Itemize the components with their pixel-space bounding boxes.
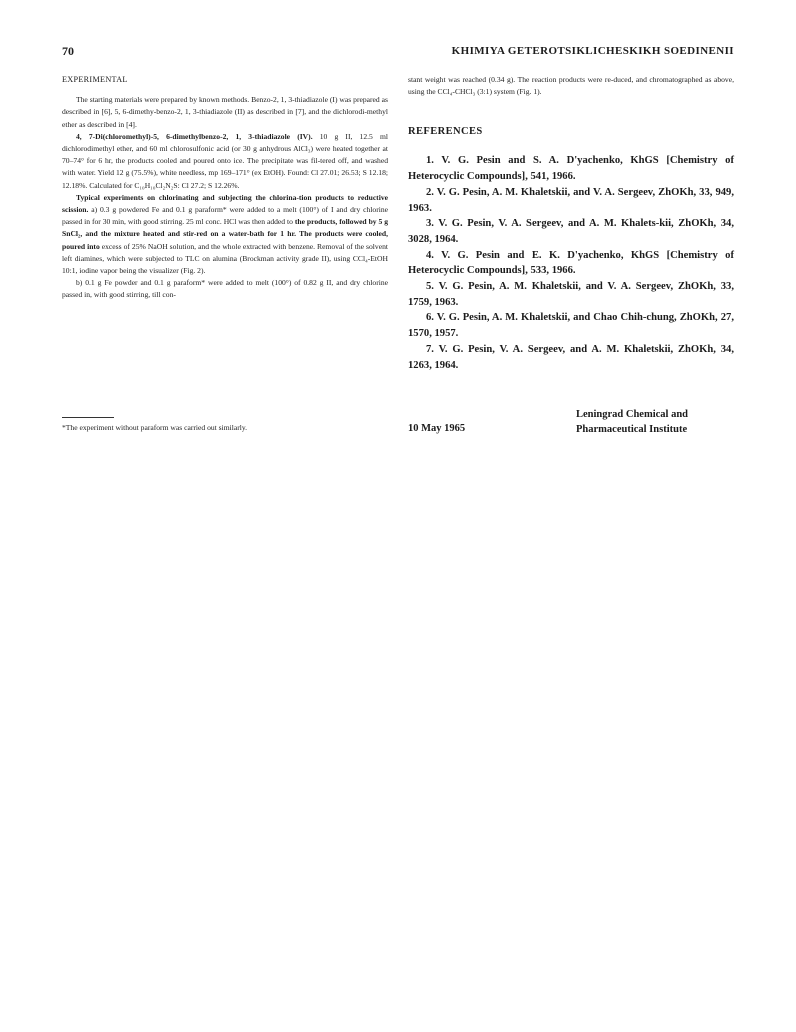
chlorination-title: Typical experiments on chlorinating and subjecting the chlorina-tion products to reductive scission. (62, 192, 388, 215)
chlorination-body-a: a) 0.3 g powdered Fe and 0.1 g paraform* were added to a melt (100°) of I and dry chlorine passed in for 30 min, with good stirring. 25 ml conc. HCl was then added to (62, 205, 388, 227)
reference-item: 2. V. G. Pesin, A. M. Khaletskii, and V. A. Sergeev, ZhOKh, 33, 949, 1963. (408, 186, 734, 214)
reference-item: 5. V. G. Pesin, A. M. Khaletskii, and V. A. Sergeev, ZhOKh, 33, 1759, 1963. (408, 281, 734, 308)
reference-item: 3. V. G. Pesin, V. A. Sergeev, and A. M. Khalets-kii, ZhOKh, 34, 3028, 1964. (408, 218, 734, 245)
footnote-divider (62, 417, 114, 418)
references-list (408, 153, 734, 373)
journal-title: KHIMIYA GETEROTSIKLICHESKIKH SOEDINENII (451, 45, 734, 57)
experimental-paragraph-b: b) 0.1 g Fe powder and 0.1 g paraform* were added to melt (100°) of 0.82 g II, and dry chlorine passed in, with good stirring, till con- (62, 278, 388, 300)
reference-item: 1. V. G. Pesin and S. A. D'yachenko, KhGS [Chemistry of Heterocyclic Compounds], 541, 1966. (408, 155, 734, 183)
right-column (408, 74, 734, 373)
reference-item: 4. V. G. Pesin and E. K. D'yachenko, KhGS [Chemistry of Heterocyclic Compounds], 533, 1966. (408, 249, 734, 277)
experimental-paragraph-chlorination (62, 192, 388, 277)
footnote: *The experiment without paraform was carried out similarly. (62, 423, 248, 432)
reference-item: 6. V. G. Pesin, A. M. Khaletskii, and Chao Chih-chung, ZhOKh, 27, 1570, 1957. (408, 312, 734, 340)
experimental-section (62, 74, 388, 302)
references-heading: REFERENCES (408, 126, 483, 138)
affiliation-line-2: Pharmaceutical Institute (576, 424, 688, 435)
reference-item: 7. V. G. Pesin, V. A. Sergeev, and A. M. Khaletskii, ZhOKh, 34, 1263, 1964. (408, 343, 734, 371)
page-number: 70 (62, 44, 74, 58)
experimental-continuation: stant weight was reached (0.34 g). The reaction products were re-duced, and chromatographed as above, using the CCl₄-CHCl₃ (3:1) system (Fig. 1). (408, 75, 734, 97)
affiliation (576, 407, 688, 437)
experimental-paragraph-materials: The starting materials were prepared by known methods. Benzo-2, 1, 3-thiadiazole (I) was prepared as described in [6], 5, 6-dimethy-benzo-2, 1, 3-thiadiazole (II) as described in [7], and the dichlorodi-methyl ether as described in [4]. (62, 95, 388, 129)
affiliation-line-1: Leningrad Chemical and (576, 409, 689, 420)
experimental-heading: EXPERIMENTAL (62, 75, 128, 84)
experimental-paragraph-compound-iv (62, 131, 388, 192)
compound-iv-title: 4, 7-Di(chloromethyl)-5, 6-dimethylbenzo-2, 1, 3-thiadiazole (IV). (76, 131, 313, 141)
received-date: 10 May 1965 (408, 423, 466, 434)
compound-iv-body: 10 g II, 12.5 ml dichlorodimethyl ether, and 60 ml chlorosulfonic acid (or 30 g anhydrous AlCl₃) were heated together at 70–74° for 6 hr, the products cooled and poured onto ice. The precipitate was fil-tered off, and washed with water. Yield 12 g (75.5%), white needless, mp 169–171° (ex EtOH). Found: Cl 27.01; 26.53; S 12.18; 12.18%. Calculated for C₁₀H₁₀Cl₂N₂S: Cl 27.2; S 12.26%. (62, 131, 388, 190)
chlorination-body-c: excess of 25% NaOH solution, and the whole extracted with benzene. Removal of the solvent left diamines, which were subjected to TLC on alumina (Brockman activity grade II), using CCl₄-EtOH 10:1, iodine vapor being the visualizer (Fig. 2). (62, 241, 388, 276)
chlorination-body-b: the products, followed by 5 g SnCl₂, and the mixture heated and stir-red on a water-bath for 1 hr. The products were cooled, poured into (62, 217, 389, 251)
